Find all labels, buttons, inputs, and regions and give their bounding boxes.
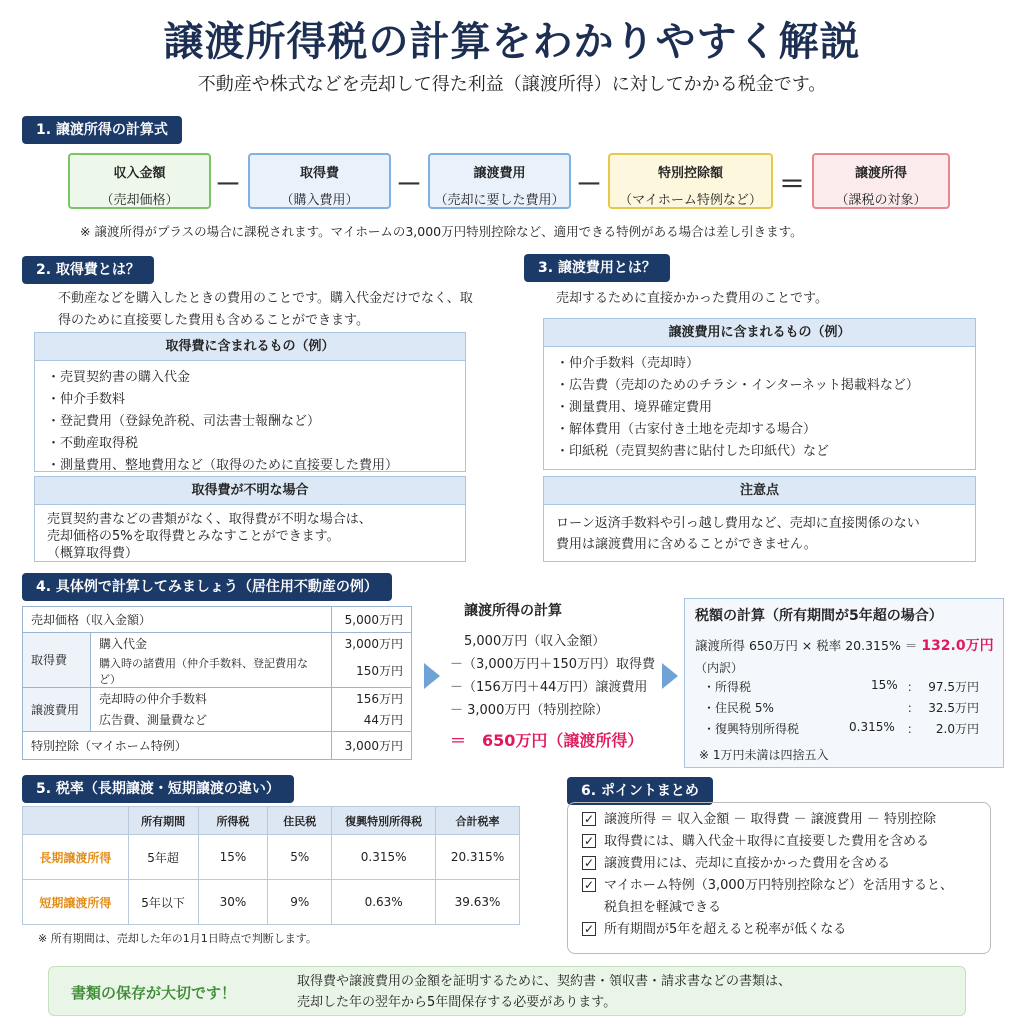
rate-type-long: 長期譲渡所得 xyxy=(23,835,129,880)
breakdown-label: （内訳） xyxy=(695,661,744,675)
calc-line: － 3,000万円（特別控除） xyxy=(450,703,609,718)
section-2-desc-line1: 不動産などを購入したときの費用のことです。購入代金だけでなく、取 xyxy=(58,291,473,306)
point-text: 税負担を軽減できる xyxy=(604,900,722,915)
tax-result: 132.0万円 xyxy=(921,638,994,654)
arrow-right-icon xyxy=(424,663,440,689)
formula-box-acquisition xyxy=(248,153,391,209)
formula-box-sub: （課税の対象） xyxy=(835,193,927,208)
breakdown-name: ・住民税 5% xyxy=(703,701,774,715)
list-item: ・解体費用（古家付き土地を売却する場合） xyxy=(556,422,817,437)
breakdown-name: ・所得税 xyxy=(703,680,752,694)
point-text: 譲渡所得 ＝ 収入金額 － 取得費 － 譲渡費用 － 特別控除 xyxy=(604,812,937,827)
point-item xyxy=(578,875,980,919)
list-item: ・仲介手数料（売却時） xyxy=(556,356,700,371)
panel-line: 売買契約書などの書類がなく、取得費が不明な場合は、 xyxy=(47,512,372,527)
breakdown-rate: 0.315% xyxy=(849,720,895,734)
transfer-value: 44万円 xyxy=(332,709,412,731)
panel-line: ローン返済手数料や引っ越し費用など、売却に直接関係のない xyxy=(556,516,920,531)
formula-box-transfer-income xyxy=(812,153,950,209)
transfer-item: 売却時の仲介手数料 xyxy=(91,687,332,709)
calc-line: 5,000万円（収入金額） xyxy=(464,634,606,649)
minus-operator: － xyxy=(214,170,241,200)
point-text: 譲渡費用には、売却に直接かかった費用を含める xyxy=(604,856,891,871)
list-item: ・測量費用、整地費用など（取得のために直接要した費用） xyxy=(47,458,399,473)
transfer-item: 広告費、測量費など xyxy=(91,709,332,731)
section-5-header: 5. 税率（長期譲渡・短期譲渡の違い） xyxy=(22,775,294,803)
section-2-desc-line2: 得のために直接要した費用も含めることができます。 xyxy=(58,313,369,328)
banner-line: 売却した年の翌年から5年間保存する必要があります。 xyxy=(297,995,617,1010)
checkbox-icon: ✓ xyxy=(583,878,595,892)
point-item xyxy=(578,809,980,831)
list-item: ・登記費用（登録免許税、司法書士報酬など） xyxy=(47,414,321,429)
acquisition-unknown-panel xyxy=(34,476,466,562)
table-row xyxy=(23,880,520,925)
table-row xyxy=(23,607,412,633)
breakdown-amount: 97.5万円 xyxy=(928,680,979,694)
breakdown-rate: 15% xyxy=(871,678,898,692)
page-subtitle: 不動産や株式などを売却して得た利益（譲渡所得）に対してかかる税金です。 xyxy=(197,74,827,95)
section-1-header: 1. 譲渡所得の計算式 xyxy=(22,116,182,144)
breakdown-colon: ： xyxy=(907,680,920,694)
holding-period-note: ※ 所有期間は、売却した年の1月1日時点で判断します。 xyxy=(38,932,317,945)
table-row xyxy=(23,687,412,709)
checkbox-icon: ✓ xyxy=(583,834,595,848)
tax-calc-panel xyxy=(684,598,1004,768)
breakdown-colon: ： xyxy=(907,701,920,715)
example-table xyxy=(22,606,412,760)
formula-box-sub: （購入費用） xyxy=(280,193,359,208)
page-title: 譲渡所得税の計算をわかりやすく解説 xyxy=(163,19,861,65)
column-header: 所得税 xyxy=(198,807,268,835)
table-cell: 5年超 xyxy=(128,835,198,880)
table-header-row xyxy=(23,807,520,835)
points-box xyxy=(567,802,991,954)
breakdown-amount: 32.5万円 xyxy=(928,701,979,715)
table-cell: 30% xyxy=(198,880,268,925)
table-cell: 5% xyxy=(268,835,332,880)
list-item: ・売買契約書の購入代金 xyxy=(47,370,191,385)
calc-line: －（156万円＋44万円）譲渡費用 xyxy=(450,680,648,695)
calc-result: ＝ 650万円（譲渡所得） xyxy=(450,731,644,750)
table-cell: 0.315% xyxy=(332,835,436,880)
section-2-header: 2. 取得費とは？ xyxy=(22,256,154,284)
table-cell: 39.63% xyxy=(436,880,520,925)
minus-operator: － xyxy=(575,170,602,200)
calc-panel xyxy=(450,600,672,751)
transfer-caution-panel xyxy=(543,476,976,562)
tax-formula-line xyxy=(695,635,1003,655)
panel-title: 注意点 xyxy=(544,477,975,505)
checkbox-icon: ✓ xyxy=(583,812,595,826)
list-item: ・測量費用、境界確定費用 xyxy=(556,400,713,415)
breakdown-colon: ： xyxy=(907,722,920,736)
checkbox-icon: ✓ xyxy=(583,922,595,936)
panel-title: 譲渡費用に含まれるもの（例） xyxy=(544,319,975,347)
rate-type-short: 短期譲渡所得 xyxy=(23,880,129,925)
panel-title: 取得費が不明な場合 xyxy=(35,477,465,505)
sale-price-label: 売却価格（収入金額） xyxy=(23,607,332,633)
formula-box-label: 特別控除額 xyxy=(657,166,723,181)
transfer-includes-panel xyxy=(543,318,976,470)
table-cell: 20.315% xyxy=(436,835,520,880)
acquisition-label: 取得費 xyxy=(23,633,91,688)
list-item: ・仲介手数料 xyxy=(47,392,126,407)
section-4-header: 4. 具体例で計算してみましょう（居住用不動産の例） xyxy=(22,573,392,601)
banner-line: 取得費や譲渡費用の金額を証明するために、契約書・領収書・請求書などの書類は、 xyxy=(297,974,792,989)
transfer-label: 譲渡費用 xyxy=(23,687,91,731)
minus-operator: － xyxy=(395,170,422,200)
formula-box-income xyxy=(68,153,211,209)
tax-formula: 譲渡所得 650万円 × 税率 20.315% ＝ xyxy=(695,638,918,653)
panel-title: 取得費に含まれるもの（例） xyxy=(35,333,465,361)
column-header: 所有期間 xyxy=(128,807,198,835)
point-item xyxy=(578,853,980,875)
column-header: 合計税率 xyxy=(436,807,520,835)
table-row xyxy=(23,731,412,759)
banner-label: 書類の保存が大切です！ xyxy=(71,984,237,1002)
point-text: 所有期間が5年を超えると税率が低くなる xyxy=(604,922,847,937)
point-item xyxy=(578,919,980,941)
formula-box-label: 取得費 xyxy=(299,166,339,181)
sale-price-value: 5,000万円 xyxy=(332,607,412,633)
breakdown-name: ・復興特別所得税 xyxy=(703,722,800,736)
section-3-header: 3. 譲渡費用とは？ xyxy=(524,254,670,282)
rounding-note: ※ 1万円未満は四捨五入 xyxy=(699,748,829,762)
special-deduction-label: 特別控除（マイホーム特例） xyxy=(23,731,332,759)
panel-line: 売却価格の5%を取得費とみなすことができます。 xyxy=(47,529,340,544)
acquisition-item: 購入時の諸費用（仲介手数料、登記費用など） xyxy=(91,655,332,688)
list-item: ・広告費（売却のためのチラシ・インターネット掲載料など） xyxy=(556,378,919,393)
tax-calc-title: 税額の計算（所有期間が5年超の場合） xyxy=(695,608,943,624)
formula-box-sub: （マイホーム特例など） xyxy=(619,193,762,208)
special-deduction-value: 3,000万円 xyxy=(332,731,412,759)
column-header: 住民税 xyxy=(268,807,332,835)
tax-rate-table xyxy=(22,806,520,925)
panel-line: 費用は譲渡費用に含めることができません。 xyxy=(556,537,817,552)
formula-box-sub: （売却に要した費用） xyxy=(434,193,565,208)
table-cell: 15% xyxy=(198,835,268,880)
point-item xyxy=(578,831,980,853)
formula-box-transfer xyxy=(428,153,571,209)
point-text: マイホーム特例（3,000万円特別控除など）を活用すると、 xyxy=(604,878,953,893)
table-cell: 9% xyxy=(268,880,332,925)
equals-operator: ＝ xyxy=(778,170,805,200)
formula-box-label: 譲渡費用 xyxy=(473,166,526,181)
list-item: ・印紙税（売買契約書に貼付した印紙代）など xyxy=(556,444,830,459)
table-row xyxy=(23,835,520,880)
calc-line: －（3,000万円＋150万円）取得費 xyxy=(450,657,656,672)
transfer-value: 156万円 xyxy=(332,687,412,709)
point-text: 取得費には、購入代金＋取得に直接要した費用を含める xyxy=(604,834,930,849)
formula-box-special-deduction xyxy=(608,153,773,209)
document-retention-banner xyxy=(48,966,966,1016)
table-row xyxy=(23,633,412,655)
acquisition-value: 150万円 xyxy=(332,655,412,688)
formula-box-label: 譲渡所得 xyxy=(854,166,907,181)
table-cell: 5年以下 xyxy=(128,880,198,925)
column-header: 復興特別所得税 xyxy=(332,807,436,835)
formula-note: ※ 譲渡所得がプラスの場合に課税されます。マイホームの3,000万円特別控除など、適用できる特例がある場合は差し引きます。 xyxy=(80,224,803,239)
breakdown-amount: 2.0万円 xyxy=(935,722,979,736)
column-header xyxy=(23,807,129,835)
checkbox-icon: ✓ xyxy=(583,856,595,870)
acquisition-includes-panel xyxy=(34,332,466,472)
formula-box-label: 収入金額 xyxy=(113,166,166,181)
list-item: ・不動産取得税 xyxy=(47,436,139,451)
section-3-desc: 売却するために直接かかった費用のことです。 xyxy=(556,291,828,306)
acquisition-item: 購入代金 xyxy=(91,633,332,655)
table-cell: 0.63% xyxy=(332,880,436,925)
arrow-right-icon xyxy=(662,663,678,689)
acquisition-value: 3,000万円 xyxy=(332,633,412,655)
section-6-header: 6. ポイントまとめ xyxy=(567,777,713,805)
panel-line: （概算取得費） xyxy=(47,546,139,561)
calc-title: 譲渡所得の計算 xyxy=(464,603,562,619)
formula-box-sub: （売却価格） xyxy=(100,193,179,208)
